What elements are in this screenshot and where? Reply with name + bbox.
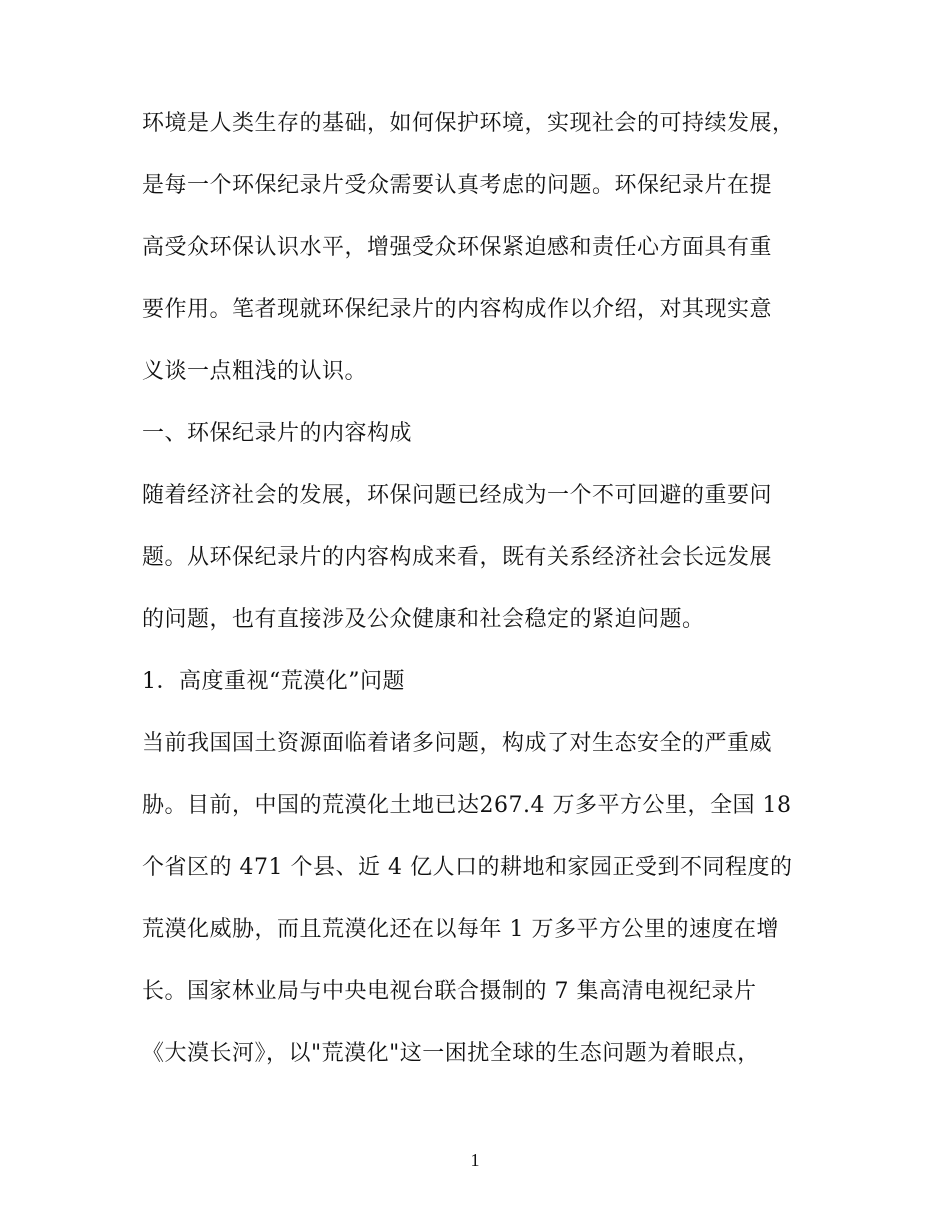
text-line: 个省区的 471 个县、近 4 亿人口的耕地和家园正受到不同程度的 [142,855,793,880]
text-line: 胁。目前，中国的荒漠化土地已达267.4 万多平方公里，全国 18 [142,793,792,818]
text-line: 环境是人类生存的基础，如何保护环境，实现社会的可持续发展， [142,111,795,136]
text-line: 高受众环保认识水平，增强受众环保紧迫感和责任心方面具有重 [142,235,773,260]
page-number: 1 [470,1150,480,1170]
text-line: 是每一个环保纪录片受众需要认真考虑的问题。环保纪录片在提 [142,173,773,198]
subsection-heading: 1．高度重视“荒漠化”问题 [142,669,405,694]
text-line: 随着经济社会的发展，环保问题已经成为一个不可回避的重要问 [142,483,773,508]
text-line: 要作用。笔者现就环保纪录片的内容构成作以介绍，对其现实意 [142,297,773,322]
text-line: 题。从环保纪录片的内容构成来看，既有关系经济社会长远发展 [142,545,773,570]
text-line: 荒漠化威胁，而且荒漠化还在以每年 1 万多平方公里的速度在增 [142,917,779,942]
text-line: 《大漠长河》，以"荒漠化"这一困扰全球的生态问题为着眼点， [142,1041,760,1066]
section-heading: 一、环保纪录片的内容构成 [142,421,413,446]
text-line: 的问题，也有直接涉及公众健康和社会稳定的紧迫问题。 [142,607,705,632]
document-body [142,102,832,1094]
text-line: 长。国家林业局与中央电视台联合摄制的 7 集高清电视纪录片 [142,979,757,1004]
text-line: 义谈一点粗浅的认识。 [142,359,368,384]
text-line: 当前我国国土资源面临着诸多问题，构成了对生态安全的严重威 [142,731,773,756]
